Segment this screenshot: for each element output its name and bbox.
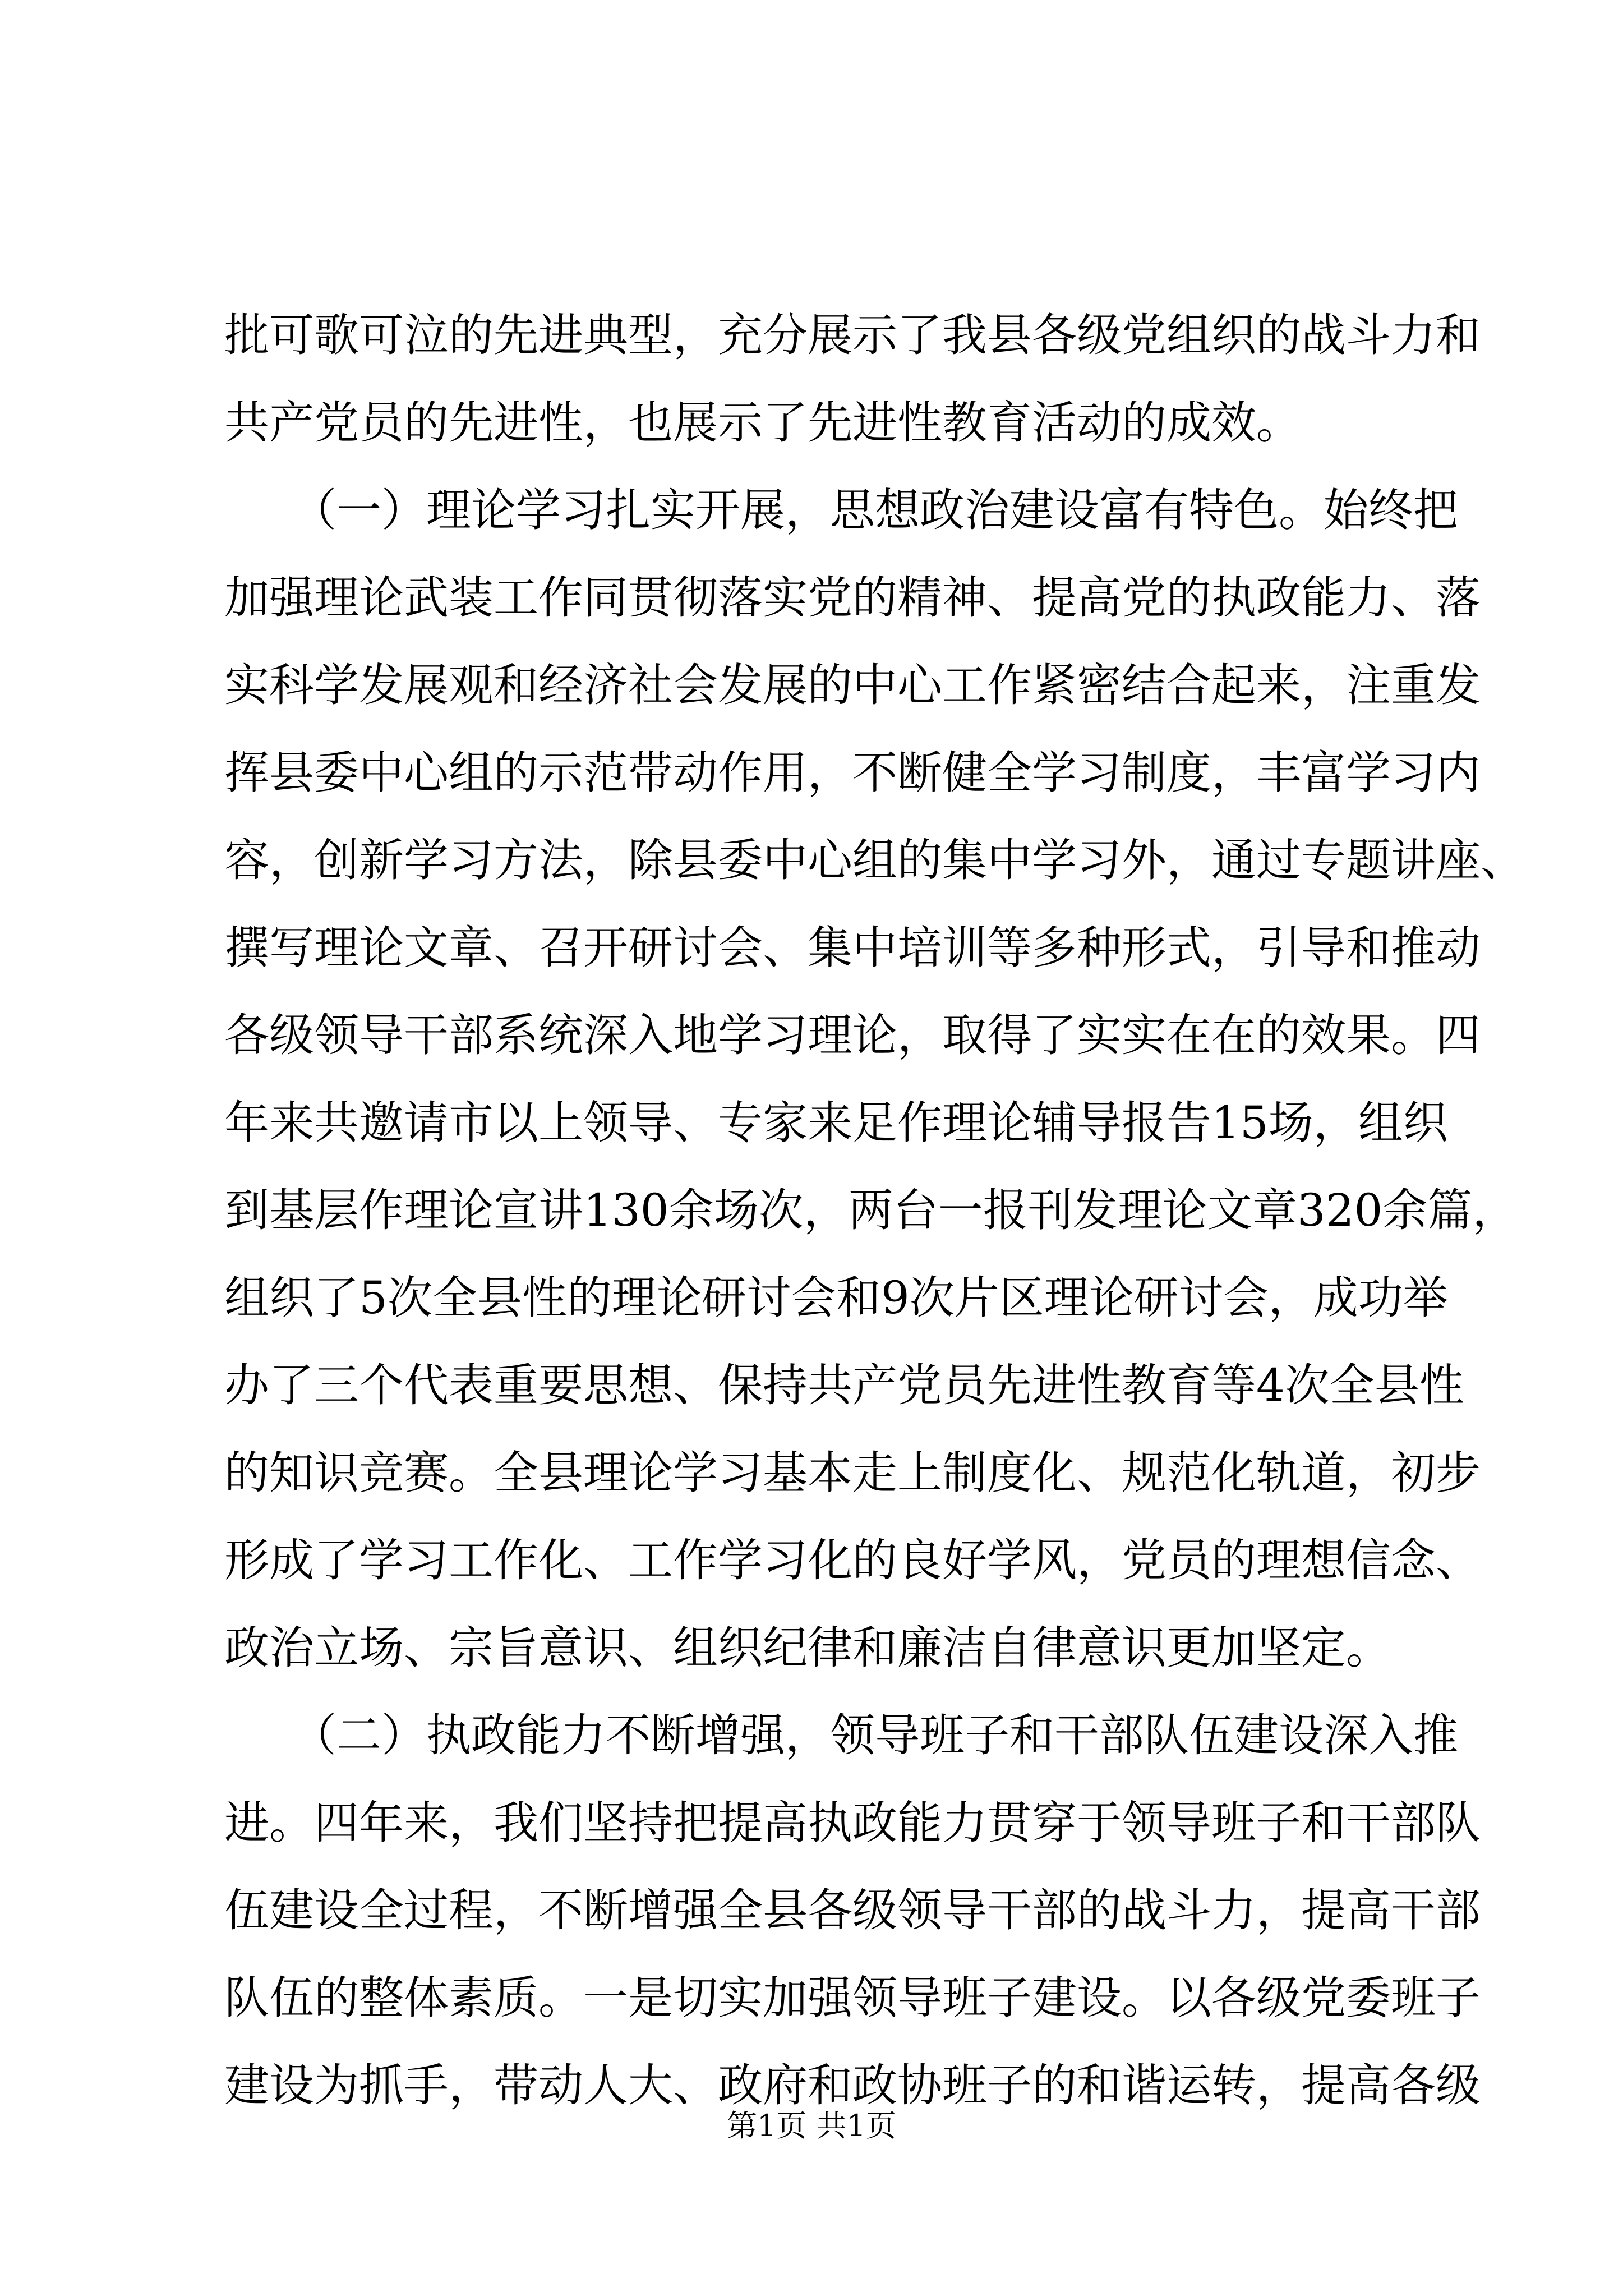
text-line: （二）执政能力不断增强，领导班子和干部队伍建设深入推 xyxy=(224,1709,1458,1761)
body-text xyxy=(224,292,1525,2129)
text-line: 政治立场、宗旨意识、组织纪律和廉洁自律意识更加坚定。 xyxy=(224,1622,1391,1674)
text-line: 办了三个代表重要思想、保持共产党员先进性教育等4次全县性 xyxy=(224,1359,1464,1411)
text-line: （一）理论学习扎实开展，思想政治建设富有特色。始终把 xyxy=(224,484,1458,536)
text-line: 批可歌可泣的先进典型，充分展示了我县各级党组织的战斗力和 xyxy=(224,309,1481,361)
text-line: 各级领导干部系统深入地学习理论，取得了实实在在的效果。四 xyxy=(224,1009,1481,1061)
text-line: 建设为抓手，带动人大、政府和政协班子的和谐运转，提高各级 xyxy=(224,2059,1481,2111)
text-line: 年来共邀请市以上领导、专家来足作理论辅导报告15场，组织 xyxy=(224,1097,1448,1149)
text-line: 实科学发展观和经济社会发展的中心工作紧密结合起来，注重发 xyxy=(224,659,1481,711)
text-line: 伍建设全过程，不断增强全县各级领导干部的战斗力，提高干部 xyxy=(224,1884,1481,1936)
text-line: 挥县委中心组的示范带动作用，不断健全学习制度，丰富学习内 xyxy=(224,747,1481,799)
text-line: 组织了5次全县性的理论研讨会和9次片区理论研讨会，成功举 xyxy=(224,1272,1448,1324)
text-line: 的知识竞赛。全县理论学习基本走上制度化、规范化轨道，初步 xyxy=(224,1447,1481,1499)
text-line: 形成了学习工作化、工作学习化的良好学风，党员的理想信念、 xyxy=(224,1534,1481,1586)
text-line: 队伍的整体素质。一是切实加强领导班子建设。以各级党委班子 xyxy=(224,1972,1481,2024)
text-line: 撰写理论文章、召开研讨会、集中培训等多种形式，引导和推动 xyxy=(224,922,1481,974)
text-line: 加强理论武装工作同贯彻落实党的精神、提高党的执政能力、落 xyxy=(224,572,1481,624)
text-line: 容，创新学习方法，除县委中心组的集中学习外，通过专题讲座、 xyxy=(224,834,1525,886)
text-line: 进。四年来，我们坚持把提高执政能力贯穿于领导班子和干部队 xyxy=(224,1797,1481,1849)
text-line: 到基层作理论宣讲130余场次，两台一报刊发理论文章320余篇， xyxy=(224,1184,1518,1236)
page-footer: 第1页 共1页 xyxy=(727,2108,896,2143)
text-line: 共产党员的先进性，也展示了先进性教育活动的成效。 xyxy=(224,397,1301,449)
